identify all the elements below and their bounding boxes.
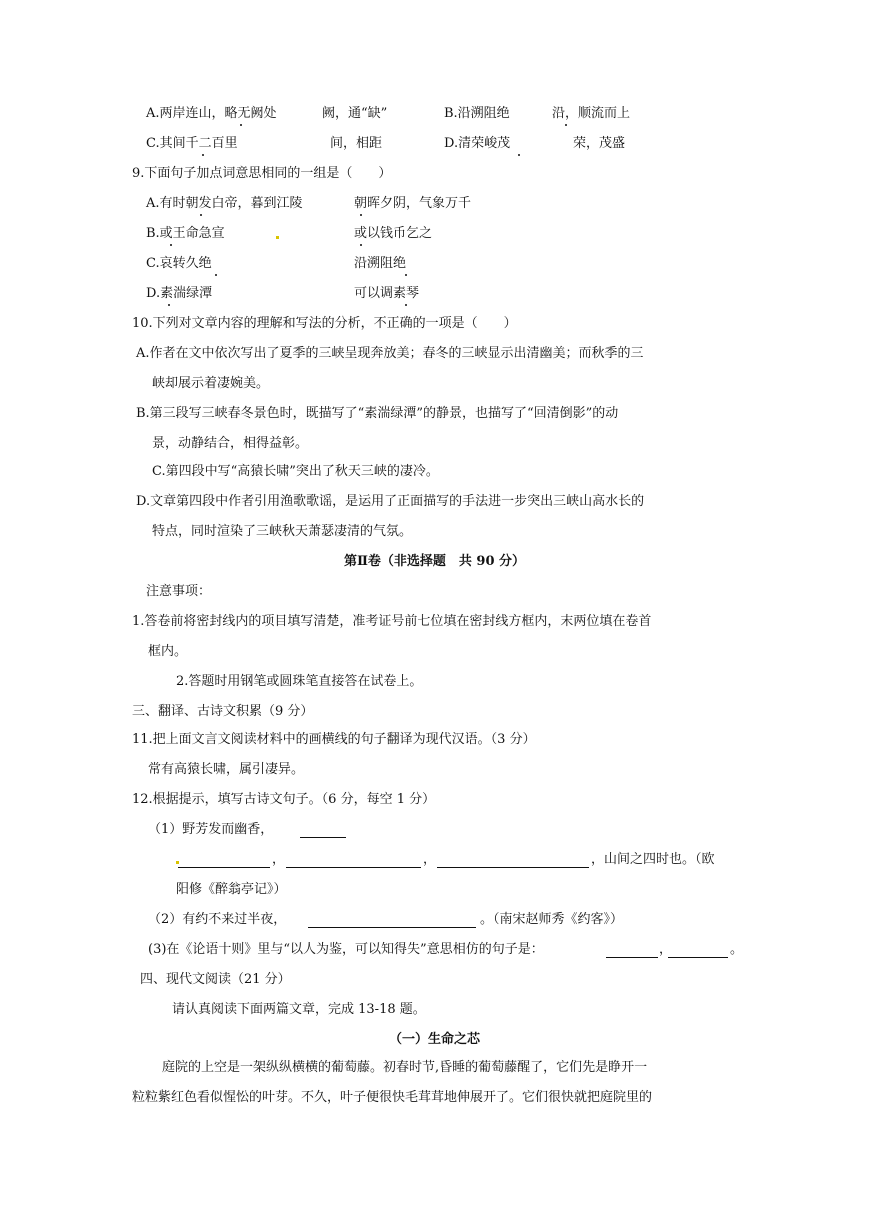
q9-option-c: C.哀转久绝	[146, 256, 212, 271]
answer-blank[interactable]	[308, 913, 476, 928]
answer-blank[interactable]	[437, 853, 589, 868]
q8-option-d-gloss: 荣，茂盛	[573, 136, 626, 151]
q12-item-2-prompt: （2）有约不来过半夜，	[148, 912, 287, 927]
q12-item-1-separator: ，	[272, 852, 286, 867]
answer-blank[interactable]	[178, 853, 270, 868]
section-4-title: 四、现代文阅读（21 分）	[140, 972, 291, 987]
emphasis-dot	[202, 154, 204, 156]
article-title: （一）生命之芯	[388, 1032, 480, 1047]
q9-option-a: A.有时朝发白帝，暮到江陵	[146, 196, 303, 211]
q11-sentence: 常有高猿长啸，属引凄异。	[148, 762, 305, 777]
q10-option-b-line1: B.第三段写三峡春冬景色时，既描写了“素湍绿潭”的静景，也描写了“回清倒影”的动	[136, 406, 619, 421]
q9-option-b-pair: 或以钱币乞之	[354, 226, 433, 241]
part2-title: 第Ⅱ卷（非选择题 共 90 分）	[343, 554, 526, 569]
stray-mark	[276, 236, 279, 239]
q10-option-d-line2: 特点，同时渲染了三峡秋天萧瑟凄清的气氛。	[152, 524, 413, 539]
q10-option-a-line1: A.作者在文中依次写出了夏季的三峡呈现奔放美；春冬的三峡显示出清幽美；而秋季的三	[136, 346, 644, 361]
q11-stem: 11.把上面文言文阅读材料中的画横线的句子翻译为现代汉语。（3 分）	[132, 732, 536, 747]
q9-stem: 9.下面句子加点词意思相同的一组是（ ）	[132, 166, 392, 181]
q8-option-b-gloss: 沿，顺流而上	[552, 106, 631, 121]
note-2: 2.答题时用钢笔或圆珠笔直接答在试卷上。	[176, 674, 423, 689]
answer-blank[interactable]	[300, 823, 346, 838]
q9-option-b: B.或王命急宣	[146, 226, 225, 241]
q10-option-a-line2: 峡却展示着凄婉美。	[152, 376, 270, 391]
q12-item-3-prompt: (3)在《论语十则》里与“以人为鉴，可以知得失”意思相仿的句子是：	[148, 942, 544, 957]
q10-stem: 10.下列对文章内容的理解和写法的分析，不正确的一项是（ ）	[132, 316, 517, 331]
emphasis-dot	[360, 214, 362, 216]
q10-option-c: C.第四段中写“高猿长啸”突出了秋天三峡的凄冷。	[152, 464, 439, 479]
q8-option-d: D.清荣峻茂	[444, 136, 511, 151]
article-paragraph-line1: 庭院的上空是一架纵纵横横的葡萄藤。初春时节,昏睡的葡萄藤醒了，它们先是睁开一	[162, 1060, 648, 1075]
answer-blank[interactable]	[286, 853, 421, 868]
emphasis-dot	[565, 124, 567, 126]
q10-option-b-line2: 景，动静结合，相得益彰。	[152, 436, 309, 451]
q9-option-d: D.素湍绿潭	[146, 286, 213, 301]
emphasis-dot	[405, 304, 407, 306]
q8-option-c: C.其间千二百里	[146, 136, 238, 151]
emphasis-dot	[170, 244, 172, 246]
q12-item-3-end: 。	[730, 942, 744, 957]
q8-option-c-gloss: 间，相距	[330, 136, 383, 151]
emphasis-dot	[168, 304, 170, 306]
answer-blank[interactable]	[606, 943, 658, 958]
q9-option-a-pair: 朝晖夕阴，气象万千	[354, 196, 472, 211]
article-paragraph-line2: 粒粒紫红色看似惺忪的叶芽。不久，叶子便很快毛茸茸地伸展开了。它们很快就把庭院里的	[132, 1090, 653, 1105]
q12-item-2-tail: 。（南宋赵师秀《约客》）	[480, 912, 624, 927]
emphasis-dot	[240, 124, 242, 126]
q12-item-1-prompt: （1）野芳发而幽香，	[148, 822, 274, 837]
q12-item-1-separator: ，	[423, 852, 437, 867]
notes-label: 注意事项：	[146, 584, 212, 599]
q12-stem: 12.根据提示，填写古诗文句子。（6 分，每空 1 分）	[132, 792, 436, 807]
q9-option-c-pair: 沿溯阻绝	[354, 256, 407, 271]
q8-option-a-gloss: 阙，通“缺”	[322, 106, 388, 121]
emphasis-dot	[518, 154, 520, 156]
q12-item-1-source: 阳修《醉翁亭记》）	[176, 882, 287, 897]
note-1-line1: 1.答卷前将密封线内的项目填写清楚，准考证号前七位填在密封线方框内，末两位填在卷首	[132, 614, 652, 629]
emphasis-dot	[360, 244, 362, 246]
q9-option-d-pair: 可以调素琴	[354, 286, 420, 301]
note-1-line2: 框内。	[148, 644, 188, 659]
emphasis-dot	[405, 274, 407, 276]
q8-option-b: B.沿溯阻绝	[444, 106, 510, 121]
q12-item-1-tail: ，山间之四时也。（欧	[591, 852, 715, 867]
answer-blank[interactable]	[668, 943, 728, 958]
q10-option-d-line1: D.文章第四段中作者引用渔歌歌谣，是运用了正面描写的手法进一步突出三峡山高水长的	[136, 494, 645, 509]
emphasis-dot	[215, 274, 217, 276]
section-4-intro: 请认真阅读下面两篇文章，完成 13-18 题。	[172, 1002, 426, 1017]
section-3-title: 三、翻译、古诗文积累（9 分）	[132, 704, 314, 719]
emphasis-dot	[200, 214, 202, 216]
q12-item-3-separator: ，	[659, 942, 673, 957]
q8-option-a: A.两岸连山，略无阙处	[146, 106, 277, 121]
